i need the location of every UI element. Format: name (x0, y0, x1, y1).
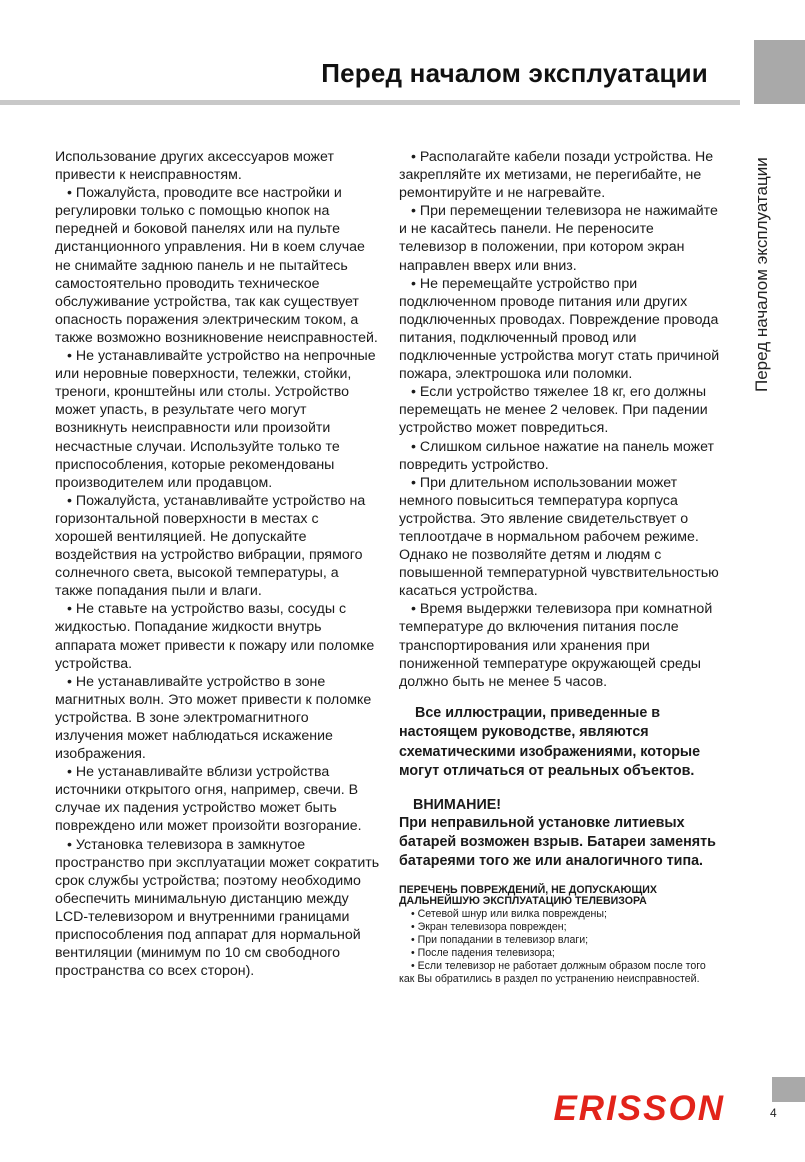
left-column (55, 148, 380, 980)
list-item: • Сетевой шнур или вилка повреждены; (411, 907, 607, 920)
list-item: • При попадании в телевизор влаги; (411, 933, 589, 946)
paragraph: • Располагайте кабели позади устройства. Не закрепляйте их метизами, не перегибайте, не ремонтируйте и не нагревайте. (399, 149, 714, 202)
illustration-notice: Все иллюстрации, приведенные в настоящем руководстве, являются схематическими изображениями, которые могут отличаться от реальных объектов. (399, 704, 701, 780)
paragraph: • Не устанавливайте устройство на непрочные или неровные поверхности, тележки, стойки, треноги, кронштейны или столы. Устройство может упасть, в результате чего могут возникнуть неисправности или произойти несчастные случаи. Используйте только те приспособления, которые рекомендованы производителем или продавцом. (55, 348, 376, 491)
paragraph: • Не перемещайте устройство при подключенном проводе питания или других подключенных проводах. Повреждение провода питания, подключенный провод или подключенные устройства могут стать причиной пожара, электрошока или поломки. (399, 275, 720, 383)
paragraph: • При длительном использовании может немного повыситься температура корпуса устройства. Это явление свидетельствует о теплоотдаче в нормальном рабочем режиме. Однако не позволяйте детям и людям с повышенной температурной чувствительностью касаться устройства. (399, 474, 719, 600)
paragraph: • Пожалуйста, устанавливайте устройство на горизонтальной поверхности в местах с хорошей вентиляцией. Не допускайте воздействия на устройство вибрации, прямого солнечного света, высокой температуры, а также попадания пыли и влаги. (55, 492, 366, 600)
paragraph: Использование других аксессуаров может привести к неисправностям. (55, 149, 334, 184)
paragraph: • Не устанавливайте вблизи устройства источники открытого огня, например, свечи. В случае их падения устройство может быть повреждено или может произойти возгорание. (55, 764, 362, 835)
right-column (399, 148, 723, 986)
paragraph: • Не устанавливайте устройство в зоне магнитных волн. Это может привести к поломке устройства. В зоне электромагнитного излучения может наблюдаться искажение изображения. (55, 673, 372, 763)
list-item: • Экран телевизора поврежден; (411, 920, 567, 933)
page-title: Перед началом эксплуатации (321, 58, 708, 88)
paragraph: • Не ставьте на устройство вазы, сосуды с жидкостью. Попадание жидкости внутрь аппарата может привести к пожару или поломке устройства. (55, 601, 375, 672)
paragraph: • Слишком сильное нажатие на панель может повредить устройство. (399, 438, 714, 473)
paragraph: • Если устройство тяжелее 18 кг, его должны перемещать не менее 2 человек. При падении устройство может повредиться. (399, 384, 708, 437)
list-item: • Если телевизор не работает должным образом после того как Вы обратились в раздел по устранению неисправностей. (399, 959, 706, 985)
header-rule (0, 100, 740, 105)
erisson-logo: ERISSON (553, 1089, 725, 1128)
warning-text: При неправильной установке литиевых батарей возможен взрыв. Батареи заменять батареями того же или аналогичного типа. (399, 814, 716, 869)
paragraph: • Установка телевизора в замкнутое пространство при эксплуатации может сократить срок службы устройства; поэтому необходимо обеспечить минимальную дистанцию между LCD-телевизором и внутренними границами приспособления под аппарат для нормальной вентиляции (минимум по 10 см свободного пространства со всех сторон). (55, 836, 380, 980)
side-tab-top (754, 40, 805, 104)
warning-title: ВНИМАНИЕ! (413, 796, 502, 813)
paragraph: • При перемещении телевизора не нажимайте и не касайтесь панели. Не переносите телевизор в положении, при котором экран направлен вверх или вниз. (399, 203, 718, 274)
side-section-label: Перед началом эксплуатации (752, 157, 771, 392)
paragraph: • Пожалуйста, проводите все настройки и регулировки только с помощью кнопок на передней и боковой панелях или на пульте дистанционного управления. Ни в коем случае не снимайте заднюю панель и не пытайтесь самостоятельно проводить техническое обслуживание устройства, так как существует опасность поражения электрическим током, а также возможно возникновение неисправностей. (55, 185, 378, 346)
list-item: • После падения телевизора; (411, 946, 555, 959)
side-tab-bottom (772, 1077, 805, 1102)
page-number: 4 (770, 1106, 777, 1120)
damage-list (399, 908, 723, 986)
damage-list-title: ПЕРЕЧЕНЬ ПОВРЕЖДЕНИЙ, НЕ ДОПУСКАЮЩИХ ДАЛЬНЕЙШУЮ ЭКСПЛУАТАЦИЮ ТЕЛЕВИЗОРА (399, 883, 657, 908)
paragraph: • Время выдержки телевизора при комнатной температуре до включения питания после транспортирования или хранения при пониженной температуре окружающей среды должно быть не менее 5 часов. (399, 601, 713, 690)
